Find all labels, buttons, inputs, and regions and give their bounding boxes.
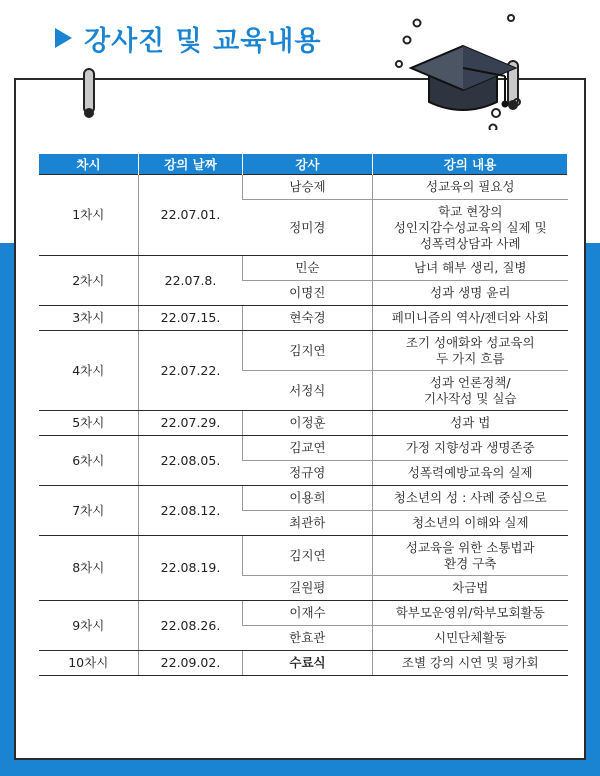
clip-dot-left-icon <box>84 108 94 118</box>
content-line: 학교 현장의 <box>438 203 503 219</box>
content-line: 조기 성애화와 성교육의 <box>405 334 535 350</box>
table-row <box>39 436 568 461</box>
date-cell: 22.08.12. <box>139 486 243 536</box>
table-row <box>39 651 568 676</box>
content-cell <box>373 626 568 651</box>
date-cell: 22.08.26. <box>139 601 243 651</box>
table-row <box>39 306 568 331</box>
lecturer-cell: 김교연 <box>243 436 373 461</box>
content-line: 환경 구축 <box>444 555 497 571</box>
page-title-text: 강사진 및 교육내용 <box>84 25 322 57</box>
lecturer-cell: 한효관 <box>243 626 373 651</box>
date-cell: 22.09.02. <box>139 651 243 676</box>
lecturer-cell: 남승제 <box>243 175 373 200</box>
lecturer-cell: 길원평 <box>243 576 373 601</box>
lecturer-cell: 정규영 <box>243 461 373 486</box>
content-cell <box>373 461 568 486</box>
table-header-row <box>39 154 568 175</box>
table-row <box>39 175 568 200</box>
lecturer-cell: 김지연 <box>243 536 373 576</box>
content-cell <box>373 511 568 536</box>
content-line: 시민단체활동 <box>434 630 507 645</box>
content-cell <box>373 200 568 256</box>
table-row <box>39 411 568 436</box>
date-cell: 22.07.15. <box>139 306 243 331</box>
content-cell <box>373 601 568 626</box>
content-line: 성교육의 필요성 <box>426 179 515 194</box>
content-cell <box>373 436 568 461</box>
header-content: 강의 내용 <box>373 154 568 175</box>
content-cell <box>373 175 568 200</box>
content-cell <box>373 411 568 436</box>
content-cell <box>373 306 568 331</box>
session-cell: 3차시 <box>39 306 139 331</box>
table-row <box>39 536 568 576</box>
date-cell: 22.07.8. <box>139 256 243 306</box>
content-cell <box>373 371 568 411</box>
content-line: 기사작성 및 실습 <box>424 390 517 406</box>
content-cell <box>373 536 568 576</box>
table-row <box>39 486 568 511</box>
session-cell: 1차시 <box>39 175 139 256</box>
content-line: 성폭력예방교육의 실제 <box>407 465 533 480</box>
content-cell <box>373 486 568 511</box>
content-line: 페미니즘의 역사/젠더와 사회 <box>391 310 549 325</box>
date-cell: 22.07.29. <box>139 411 243 436</box>
lecturer-cell: 이용희 <box>243 486 373 511</box>
content-line: 남녀 해부 생리, 질병 <box>414 260 527 275</box>
header-session: 차시 <box>39 154 139 175</box>
lecturer-cell: 민순 <box>243 256 373 281</box>
session-cell: 6차시 <box>39 436 139 486</box>
date-cell: 22.08.05. <box>139 436 243 486</box>
session-cell: 5차시 <box>39 411 139 436</box>
lecturer-cell: 현숙경 <box>243 306 373 331</box>
triangle-bullet-icon <box>55 28 72 48</box>
schedule-table <box>38 154 568 676</box>
content-line: 차금법 <box>452 580 489 595</box>
date-cell: 22.07.22. <box>139 331 243 411</box>
content-line: 성폭력상담과 사례 <box>419 235 521 251</box>
table-row <box>39 256 568 281</box>
lecturer-cell: 정미경 <box>243 200 373 256</box>
content-cell <box>373 331 568 371</box>
content-cell <box>373 256 568 281</box>
session-cell: 10차시 <box>39 651 139 676</box>
session-cell: 8차시 <box>39 536 139 601</box>
content-line: 두 가지 흐름 <box>436 350 505 366</box>
content-line: 학부모운영위/학부모회활동 <box>395 605 545 620</box>
date-cell: 22.07.01. <box>139 175 243 256</box>
content-line: 성과 생명 윤리 <box>430 285 511 300</box>
content-line: 성교육을 위한 소통법과 <box>405 539 535 555</box>
content-line: 성과 언론정책/ <box>429 374 511 390</box>
lecturer-cell: 이정훈 <box>243 411 373 436</box>
session-cell: 2차시 <box>39 256 139 306</box>
graduation-cap-icon <box>393 10 523 130</box>
lecturer-cell: 이명진 <box>243 281 373 306</box>
page-title <box>55 18 321 58</box>
date-cell: 22.08.19. <box>139 536 243 601</box>
table-row <box>39 331 568 371</box>
table-row <box>39 601 568 626</box>
content-line: 청소년의 성 : 사례 중심으로 <box>393 490 547 505</box>
content-line: 성인지감수성교육의 실제 및 <box>393 219 547 235</box>
session-cell: 9차시 <box>39 601 139 651</box>
lecturer-cell: 서정식 <box>243 371 373 411</box>
header-lecturer: 강사 <box>243 154 373 175</box>
content-line: 성과 법 <box>450 415 491 430</box>
content-line: 조별 강의 시연 및 평가회 <box>401 655 539 670</box>
content-cell <box>373 281 568 306</box>
header-date: 강의 날짜 <box>139 154 243 175</box>
lecturer-cell: 김지연 <box>243 331 373 371</box>
session-cell: 7차시 <box>39 486 139 536</box>
session-cell: 4차시 <box>39 331 139 411</box>
table-body <box>39 175 568 676</box>
lecturer-cell: 이재수 <box>243 601 373 626</box>
content-line: 가정 지향성과 생명존중 <box>405 440 535 455</box>
content-line: 청소년의 이해와 실제 <box>411 515 529 530</box>
content-cell <box>373 651 568 676</box>
lecturer-cell: 최관하 <box>243 511 373 536</box>
content-cell <box>373 576 568 601</box>
lecturer-cell: 수료식 <box>243 651 373 676</box>
